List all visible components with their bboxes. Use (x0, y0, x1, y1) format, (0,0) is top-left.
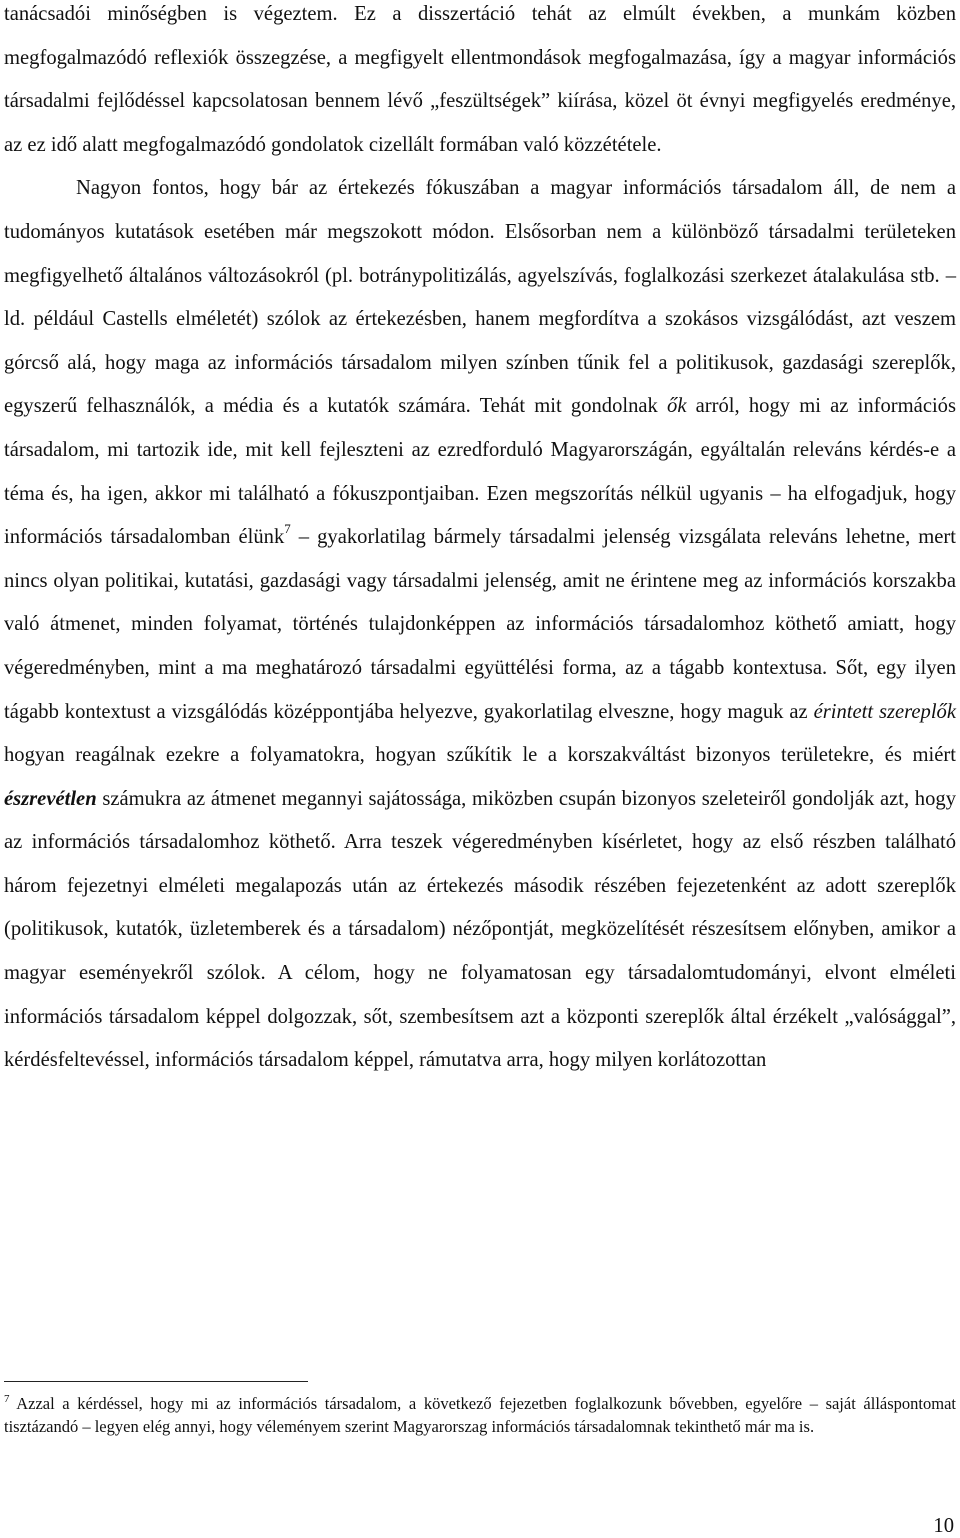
page-number: 10 (933, 1515, 954, 1537)
footnote-number: 7 (4, 1392, 10, 1405)
emphasis-bold-text: észrevétlen (4, 787, 97, 810)
paragraph-text: tanácsadói minőségben is végeztem. Ez a disszertáció tehát az elmúlt években, a munkám közben megfogalmazódó reflexiók összegzése, a megfigyelt ellentmondások megfogalmazása, így a magyar információs társadalmi fejlődéssel kapcsolatosan bennem lévő „feszültségek” kiírása, közel öt évnyi megfigyelés eredménye, az ez idő alatt megfogalmazódó gondolatok cizellált formában való közzététele. (4, 3, 956, 156)
document-page (4, 0, 956, 1083)
emphasis-text: ők (667, 395, 687, 418)
footnote-reference[interactable]: 7 (284, 521, 291, 537)
footnote-7 (4, 1392, 956, 1439)
paragraph-text: – gyakorlatilag bármely társadalmi jelenség vizsgálata releváns lehetne, mert nincs olyan politikai, kutatási, gazdasági vagy társadalmi jelenség, amit ne érintene meg az információs korszakba való átmenet, minden folyamat, történés tulajdonképpen az információs társadalomhoz köthető amiatt, hogy végeredményben, mint a ma meghatározó társadalmi együttélési forma, az a tágabb kontextusa. Sőt, egy ilyen tágabb kontextust a vizsgálódás középpontjába helyezve, gyakorlatilag elveszne, hogy maguk az (4, 526, 956, 723)
paragraph-text: hogyan reagálnak ezekre a folyamatokra, hogyan szűkítik le a korszakváltást bizonyos területekre, és miért (4, 744, 956, 767)
footnote-text: Azzal a kérdéssel, hogy mi az információs társadalom, a következő fejezetben foglalkozunk bővebben, egyelőre – saját álláspontomat tisztázandó – legyen elég annyi, hogy véleményem szerint Magyarorszag információs társadalomnak tekinthető már ma is. (4, 1394, 956, 1437)
paragraph-1 (4, 0, 956, 167)
emphasis-text: érintett szereplők (813, 700, 956, 723)
footnote-separator (4, 1381, 308, 1382)
paragraph-text: számukra az átmenet megannyi sajátossága, miközben csupán bizonyos szeleteiről gondolják azt, hogy az információs társadalomhoz köthető. Arra teszek végeredményben kísérletet, hogy az első részben található három fejezetnyi elméleti megalapozás után az értekezés második részében fejezetenként az adott szereplők (politikusok, kutatók, üzletemberek és a társadalom) nézőpontját, megközelítését részesítsem előnyben, amikor a magyar eseményekről szólok. A célom, hogy ne folyamatosan egy társadalomtudományi, elvont elméleti információs társadalom képpel dolgozzak, sőt, szembesítsem azt a központi szereplők által érzékelt „valósággal”, kérdésfeltevéssel, információs társadalom képpel, rámutatva arra, hogy milyen korlátozottan (4, 787, 956, 1072)
paragraph-2 (4, 167, 956, 1082)
paragraph-text: arról, hogy mi az információs társadalom, mi tartozik ide, mit kell fejleszteni az ezredforduló Magyarországán, egyáltalán releváns kérdés-e a téma és, ha igen, akkor mi található a fókuszpontjaiban. Ezen megszorítás nélkül ugyanis – ha elfogadjuk, hogy információs társadalomban élünk (4, 395, 956, 549)
paragraph-text: Nagyon fontos, hogy bár az értekezés fókuszában a magyar információs társadalom áll, de nem a tudományos kutatások esetében már megszokott módon. Elsősorban nem a különböző társadalmi területeken megfigyelhető általános változásokról (pl. botránypolitizálás, agyelszívás, foglalkozási szerkezet átalakulása stb. – ld. például Castells elméletét) szólok az értekezésben, hanem megfordítva a szokásos vizsgálódást, azt veszem górcső alá, hogy maga az információs társadalom milyen színben tűnik fel a politikusok, gazdasági szereplők, egyszerű felhasználók, a média és a kutatók számára. Tehát mit gondolnak (4, 177, 956, 418)
